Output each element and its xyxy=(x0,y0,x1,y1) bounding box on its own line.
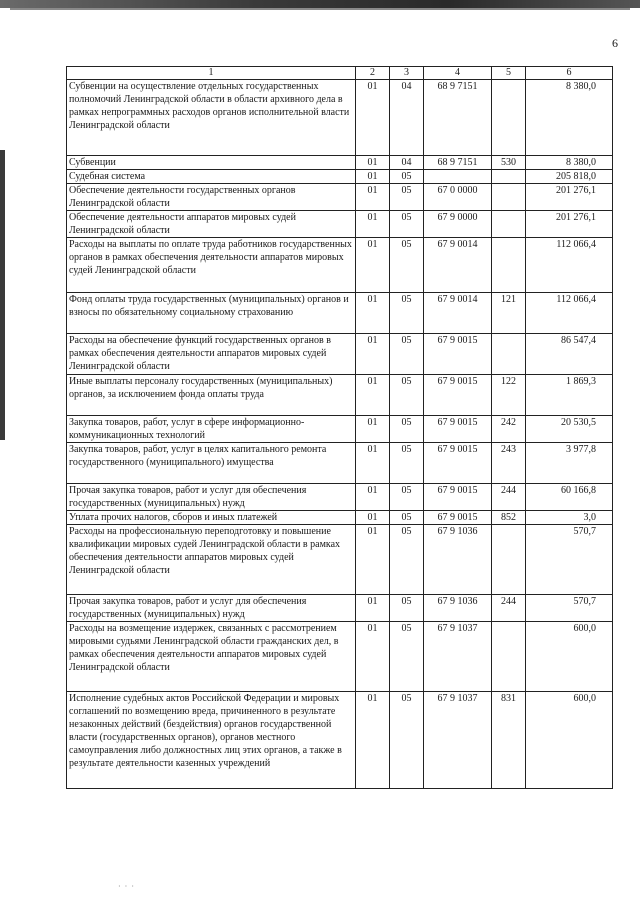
target-article-cell: 67 9 1036 xyxy=(424,595,492,622)
section-code-cell: 01 xyxy=(356,238,390,293)
amount-cell: 112 066,4 xyxy=(526,293,613,334)
amount-cell: 60 166,8 xyxy=(526,484,613,511)
column-header: 4 xyxy=(424,67,492,80)
expense-type-cell: 244 xyxy=(492,484,526,511)
target-article-cell: 67 9 0015 xyxy=(424,334,492,375)
section-code-cell: 01 xyxy=(356,595,390,622)
scan-edge-top xyxy=(0,0,640,8)
row-name-cell: Судебная система xyxy=(67,170,356,184)
section-code-cell: 01 xyxy=(356,293,390,334)
target-article-cell: 68 9 7151 xyxy=(424,80,492,156)
amount-cell: 600,0 xyxy=(526,692,613,789)
amount-cell: 205 818,0 xyxy=(526,170,613,184)
table-row xyxy=(67,293,613,334)
amount-cell: 570,7 xyxy=(526,595,613,622)
subsection-code-cell: 05 xyxy=(390,525,424,595)
scan-edge-top-line xyxy=(10,8,630,10)
table-row xyxy=(67,622,613,692)
target-article-cell: 67 9 0014 xyxy=(424,238,492,293)
column-header: 1 xyxy=(67,67,356,80)
subsection-code-cell: 05 xyxy=(390,238,424,293)
amount-cell: 3 977,8 xyxy=(526,443,613,484)
expense-type-cell xyxy=(492,525,526,595)
section-code-cell: 01 xyxy=(356,184,390,211)
table-row xyxy=(67,692,613,789)
section-code-cell: 01 xyxy=(356,622,390,692)
column-header: 2 xyxy=(356,67,390,80)
target-article-cell: 67 9 0015 xyxy=(424,375,492,416)
amount-cell: 201 276,1 xyxy=(526,184,613,211)
subsection-code-cell: 05 xyxy=(390,170,424,184)
table-row xyxy=(67,184,613,211)
expense-type-cell: 831 xyxy=(492,692,526,789)
subsection-code-cell: 05 xyxy=(390,622,424,692)
section-code-cell: 01 xyxy=(356,334,390,375)
scan-edge-left xyxy=(0,150,5,440)
table-row xyxy=(67,211,613,238)
row-name-cell: Расходы на возмещение издержек, связанных с рассмотрением мировыми судьями Ленинградской области гражданских дел, в рамках обеспечения деятельности аппаратов мировых судей Ленинградской области xyxy=(67,622,356,692)
row-name-cell: Субвенции xyxy=(67,156,356,170)
column-header: 6 xyxy=(526,67,613,80)
subsection-code-cell: 05 xyxy=(390,334,424,375)
section-code-cell: 01 xyxy=(356,692,390,789)
table-row xyxy=(67,595,613,622)
scan-specks: · · · xyxy=(118,882,135,891)
subsection-code-cell: 04 xyxy=(390,80,424,156)
table-row xyxy=(67,238,613,293)
expense-type-cell xyxy=(492,238,526,293)
amount-cell: 570,7 xyxy=(526,525,613,595)
expense-type-cell xyxy=(492,622,526,692)
section-code-cell: 01 xyxy=(356,170,390,184)
subsection-code-cell: 05 xyxy=(390,375,424,416)
row-name-cell: Расходы на обеспечение функций государственных органов в рамках обеспечения деятельности аппаратов мировых судей Ленинградской области xyxy=(67,334,356,375)
amount-cell: 20 530,5 xyxy=(526,416,613,443)
target-article-cell: 67 9 1037 xyxy=(424,622,492,692)
row-name-cell: Расходы на профессиональную переподготовку и повышение квалификации мировых судей Ленинградской области в рамках обеспечения деятельности аппаратов мировых судей Ленинградской области xyxy=(67,525,356,595)
target-article-cell: 67 0 0000 xyxy=(424,184,492,211)
amount-cell: 201 276,1 xyxy=(526,211,613,238)
expense-type-cell: 121 xyxy=(492,293,526,334)
expense-type-cell: 122 xyxy=(492,375,526,416)
row-name-cell: Уплата прочих налогов, сборов и иных платежей xyxy=(67,511,356,525)
section-code-cell: 01 xyxy=(356,443,390,484)
table-row xyxy=(67,170,613,184)
row-name-cell: Закупка товаров, работ, услуг в сфере информационно-коммуникационных технологий xyxy=(67,416,356,443)
expense-type-cell xyxy=(492,211,526,238)
subsection-code-cell: 05 xyxy=(390,443,424,484)
row-name-cell: Иные выплаты персоналу государственных (муниципальных) органов, за исключением фонда оплаты труда xyxy=(67,375,356,416)
table-row xyxy=(67,80,613,156)
row-name-cell: Фонд оплаты труда государственных (муниципальных) органов и взносы по обязательному социальному страхованию xyxy=(67,293,356,334)
table-header-row xyxy=(67,67,613,80)
target-article-cell: 67 9 0015 xyxy=(424,511,492,525)
table-row xyxy=(67,375,613,416)
subsection-code-cell: 05 xyxy=(390,293,424,334)
section-code-cell: 01 xyxy=(356,525,390,595)
expense-type-cell: 243 xyxy=(492,443,526,484)
target-article-cell: 68 9 7151 xyxy=(424,156,492,170)
target-article-cell: 67 9 0015 xyxy=(424,484,492,511)
row-name-cell: Прочая закупка товаров, работ и услуг для обеспечения государственных (муниципальных) нужд xyxy=(67,484,356,511)
section-code-cell: 01 xyxy=(356,484,390,511)
column-header: 3 xyxy=(390,67,424,80)
subsection-code-cell: 05 xyxy=(390,211,424,238)
target-article-cell xyxy=(424,170,492,184)
subsection-code-cell: 05 xyxy=(390,511,424,525)
table-row xyxy=(67,525,613,595)
row-name-cell: Прочая закупка товаров, работ и услуг для обеспечения государственных (муниципальных) нужд xyxy=(67,595,356,622)
page-number: 6 xyxy=(612,36,618,50)
target-article-cell: 67 9 0000 xyxy=(424,211,492,238)
row-name-cell: Обеспечение деятельности государственных органов Ленинградской области xyxy=(67,184,356,211)
column-header: 5 xyxy=(492,67,526,80)
expense-type-cell xyxy=(492,334,526,375)
row-name-cell: Субвенции на осуществление отдельных государственных полномочий Ленинградской области в области архивного дела в рамках непрограммных расходов органов исполнительной власти Ленинградской области xyxy=(67,80,356,156)
expense-type-cell xyxy=(492,170,526,184)
table-row xyxy=(67,334,613,375)
target-article-cell: 67 9 0015 xyxy=(424,416,492,443)
table-row xyxy=(67,156,613,170)
expense-type-cell xyxy=(492,184,526,211)
expense-type-cell xyxy=(492,80,526,156)
subsection-code-cell: 05 xyxy=(390,416,424,443)
target-article-cell: 67 9 0014 xyxy=(424,293,492,334)
table-row xyxy=(67,416,613,443)
section-code-cell: 01 xyxy=(356,416,390,443)
subsection-code-cell: 05 xyxy=(390,692,424,789)
expense-type-cell: 530 xyxy=(492,156,526,170)
section-code-cell: 01 xyxy=(356,375,390,416)
table-row xyxy=(67,511,613,525)
target-article-cell: 67 9 0015 xyxy=(424,443,492,484)
row-name-cell: Расходы на выплаты по оплате труда работников государственных органов в рамках обеспечения деятельности аппаратов мировых судей Ленинградской области xyxy=(67,238,356,293)
expense-type-cell: 242 xyxy=(492,416,526,443)
row-name-cell: Обеспечение деятельности аппаратов мировых судей Ленинградской области xyxy=(67,211,356,238)
target-article-cell: 67 9 1036 xyxy=(424,525,492,595)
budget-table xyxy=(66,66,613,789)
table-row xyxy=(67,484,613,511)
subsection-code-cell: 04 xyxy=(390,156,424,170)
amount-cell: 600,0 xyxy=(526,622,613,692)
expense-type-cell: 244 xyxy=(492,595,526,622)
section-code-cell: 01 xyxy=(356,511,390,525)
amount-cell: 3,0 xyxy=(526,511,613,525)
table-row xyxy=(67,443,613,484)
expense-type-cell: 852 xyxy=(492,511,526,525)
row-name-cell: Исполнение судебных актов Российской Федерации и мировых соглашений по возмещению вреда, причиненного в результате незаконных действий (бездействия) органов государственной власти (государственных органов), органов местного самоуправления либо должностных лиц этих органов, а также в результате деятельности казенных учреждений xyxy=(67,692,356,789)
section-code-cell: 01 xyxy=(356,211,390,238)
subsection-code-cell: 05 xyxy=(390,484,424,511)
row-name-cell: Закупка товаров, работ, услуг в целях капитального ремонта государственного (муниципального) имущества xyxy=(67,443,356,484)
section-code-cell: 01 xyxy=(356,156,390,170)
target-article-cell: 67 9 1037 xyxy=(424,692,492,789)
section-code-cell: 01 xyxy=(356,80,390,156)
amount-cell: 86 547,4 xyxy=(526,334,613,375)
subsection-code-cell: 05 xyxy=(390,184,424,211)
amount-cell: 8 380,0 xyxy=(526,80,613,156)
subsection-code-cell: 05 xyxy=(390,595,424,622)
amount-cell: 1 869,3 xyxy=(526,375,613,416)
amount-cell: 8 380,0 xyxy=(526,156,613,170)
amount-cell: 112 066,4 xyxy=(526,238,613,293)
